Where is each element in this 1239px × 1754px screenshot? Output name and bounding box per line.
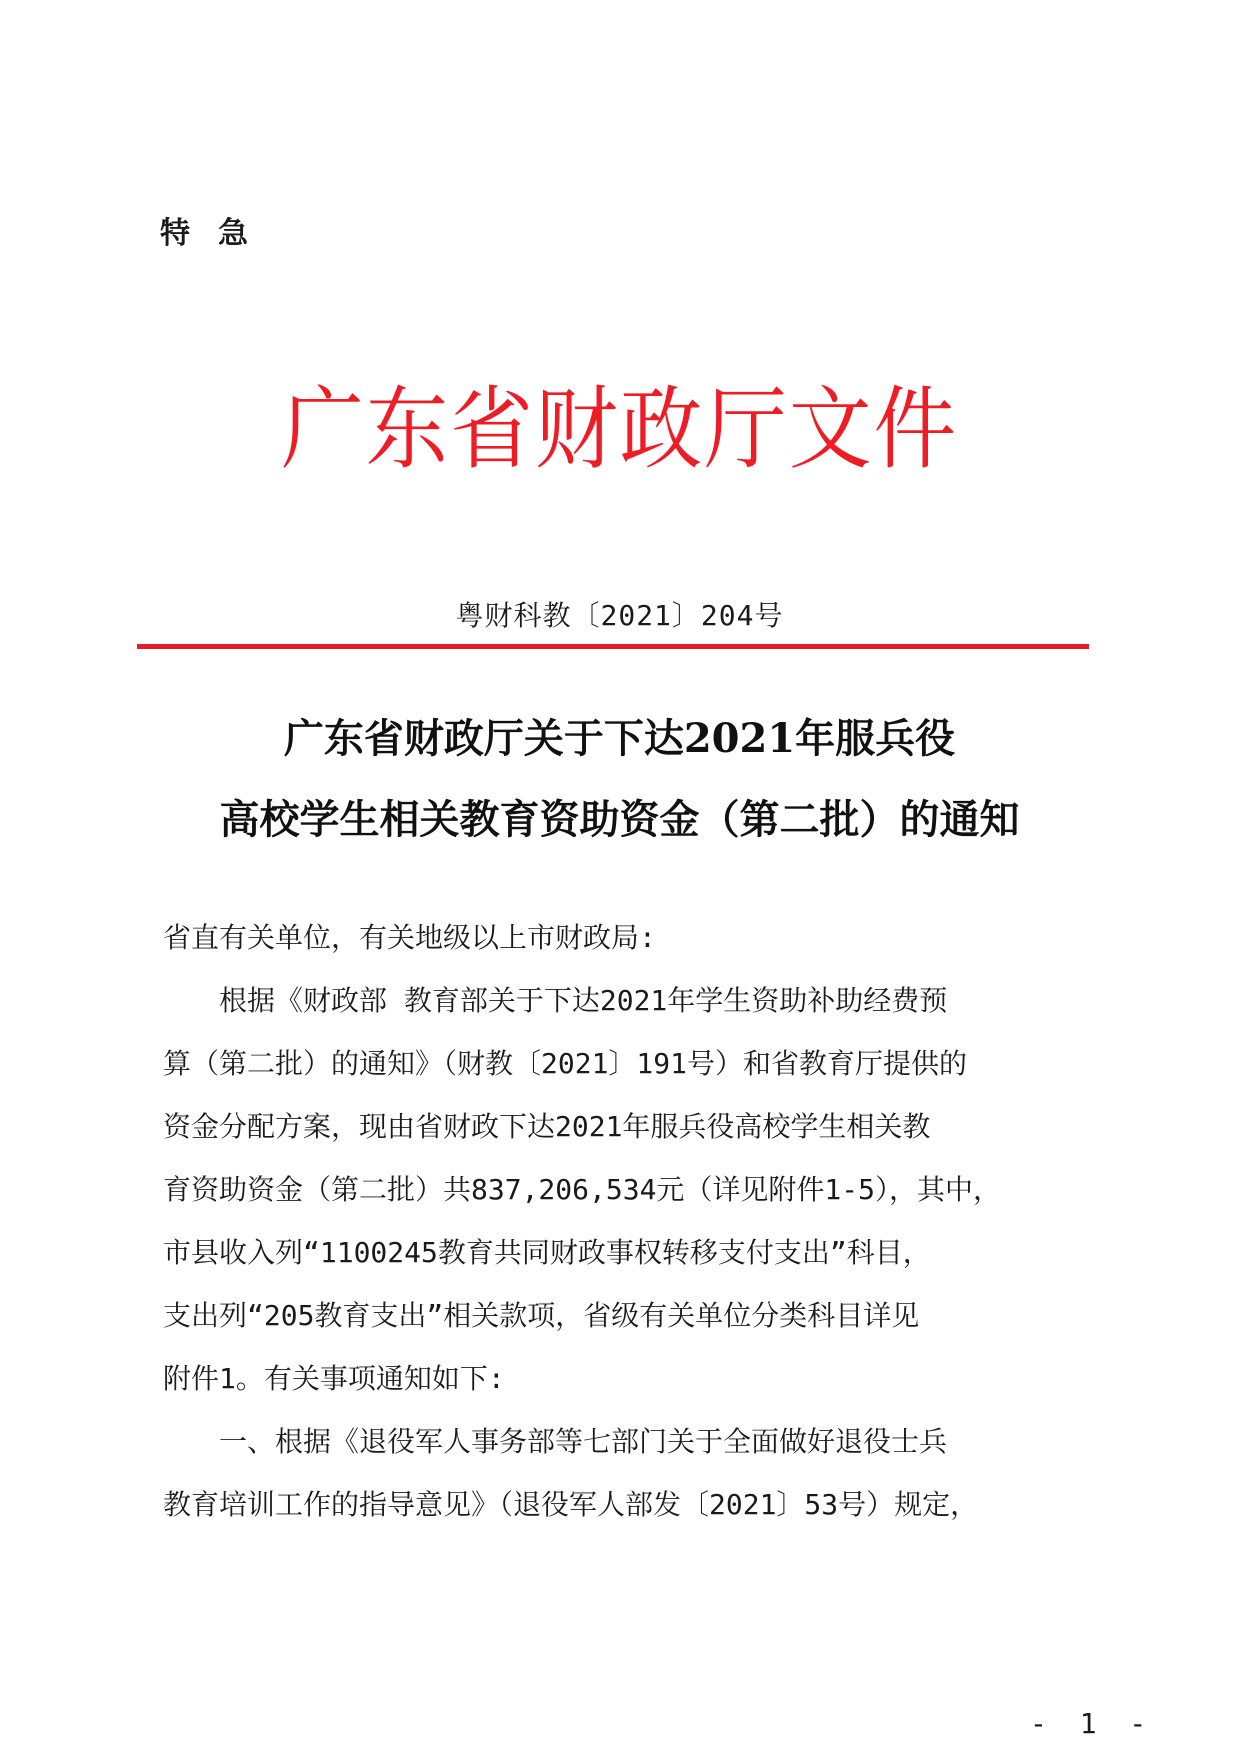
body-line: 一、根据《退役军人事务部等七部门关于全面做好退役士兵 [163,1425,948,1458]
document-number: 粤财科教〔2021〕204号 [455,599,784,632]
document-title-line-2: 高校学生相关教育资助资金（第二批）的通知 [219,796,1020,843]
body-line: 根据《财政部 教育部关于下达2021年学生资助补助经费预 [163,984,948,1017]
body-line: 教育培训工作的指导意见》（退役军人部发〔2021〕53号）规定， [163,1488,979,1521]
body-line: 育资助资金（第二批）共837,206,534元（详见附件1-5），其中， [163,1173,1002,1206]
body-line: 支出列“205教育支出”相关款项，省级有关单位分类科目详见 [163,1299,920,1332]
masthead-title: 广东省财政厅文件 [280,377,959,482]
page-number: - 1 - [1030,1707,1155,1740]
body-line: 资金分配方案，现由省财政下达2021年服兵役高校学生相关教 [163,1110,931,1143]
body-line: 算（第二批）的通知》（财教〔2021〕191号）和省教育厅提供的 [163,1047,968,1080]
document-title-line-1: 广东省财政厅关于下达2021年服兵役 [283,715,956,762]
body-line: 附件1。有关事项通知如下: [163,1362,505,1395]
red-divider-line [137,644,1089,649]
urgency-label: 特急 [160,216,276,251]
recipients-line: 省直有关单位，有关地级以上市财政局: [163,921,656,954]
body-line: 市县收入列“1100245教育共同财政事权转移支付支出”科目， [163,1236,931,1269]
